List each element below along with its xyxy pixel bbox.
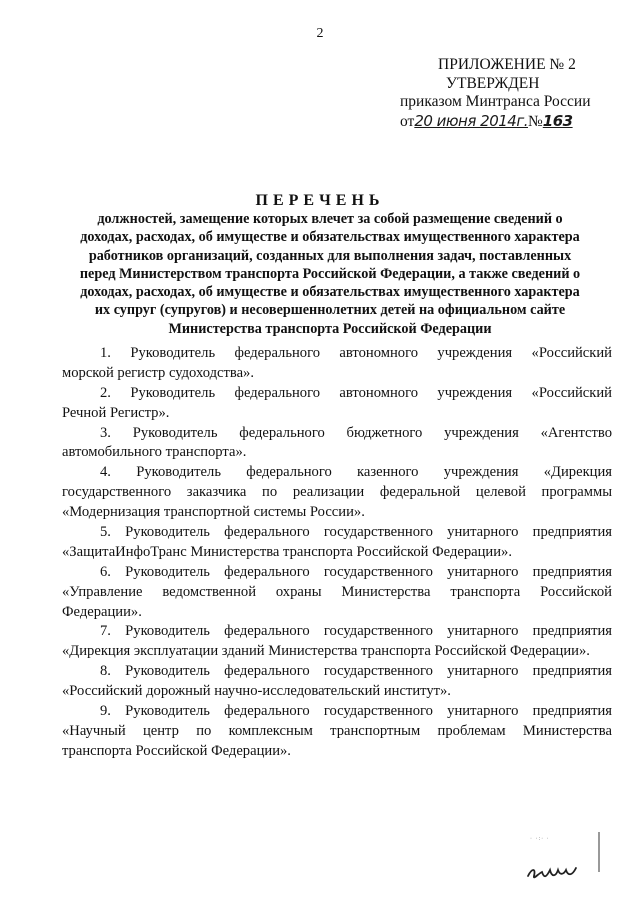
order-date-line [390, 112, 620, 132]
subtitle-line: доходах, расходах, об имуществе и обязательствах имущественного характера [80, 284, 580, 301]
subtitle-line: Министерства транспорта Российской Федерации [168, 320, 492, 337]
list-item-line: «Управление ведомственной охраны Министерства транспорта Российской [62, 583, 612, 600]
approval-block [390, 56, 620, 131]
approved-label: УТВЕРЖДЕН [446, 74, 540, 92]
list-item-line: Речной Регистр». [62, 404, 170, 421]
subtitle-line: их супруг (супругов) и несовершеннолетних детей на официальном сайте [94, 302, 566, 319]
list-item-line: 7. Руководитель федерального государственного унитарного предприятия [100, 623, 612, 640]
list-item-line: транспорта Российской Федерации». [62, 742, 291, 759]
appendix-label: ПРИЛОЖЕНИЕ № 2 [438, 56, 576, 73]
document-subtitle [60, 210, 600, 338]
list-item [62, 662, 612, 702]
list-item [62, 702, 612, 762]
handwritten-order-number: 163 [542, 111, 573, 130]
list-item [62, 463, 612, 523]
list-item-line: 8. Руководитель федерального государственного унитарного предприятия [100, 663, 612, 680]
subtitle-line: перед Министерством транспорта Российской Федерации, а также сведений о [79, 265, 581, 282]
from-prefix: от [400, 112, 415, 130]
page-number: 2 [316, 26, 324, 41]
subtitle-line: доходах, расходах, об имуществе и обязательствах имущественного характера [80, 229, 580, 246]
list-item [62, 523, 612, 563]
list-item-line: 9. Руководитель федерального государственного унитарного предприятия [100, 703, 612, 720]
list-item-line: морской регистр судоходства». [62, 364, 254, 381]
list-item-line: 1. Руководитель федерального автономного учреждения «Российский [100, 345, 612, 361]
list-item [62, 563, 612, 623]
order-label: приказом Минтранса России [400, 93, 591, 110]
subtitle-line: работников организаций, созданных для выполнения задач, поставленных [88, 247, 572, 264]
list-item-line: автомобильного транспорта». [62, 444, 247, 461]
number-sign: № [527, 112, 543, 130]
list-item-line: «Модернизация транспортной системы России». [62, 504, 365, 521]
signature-initials [524, 852, 580, 886]
list-item [62, 344, 612, 384]
document-title: ПЕРЕЧЕНЬ [255, 192, 385, 209]
list-item-line: «Научный центр по комплексным транспортным проблемам Министерства [62, 722, 612, 739]
list-item-line: «Дирекция эксплуатации зданий Министерства транспорта Российской Федерации». [62, 643, 590, 660]
margin-mark [598, 832, 600, 872]
list-item-line: 2. Руководитель федерального автономного учреждения «Российский [100, 384, 612, 401]
list-item-line: 5. Руководитель федерального государственного унитарного предприятия [100, 524, 612, 541]
list-item-line: 3. Руководитель федерального бюджетного учреждения «Агентство [100, 424, 612, 441]
handwritten-date: 20 июня 2014г. [414, 111, 528, 130]
positions-list [62, 344, 612, 762]
list-item [62, 622, 612, 662]
list-item-line: Федерации». [62, 603, 142, 620]
list-item-line: 6. Руководитель федерального государственного унитарного предприятия [100, 563, 612, 580]
list-item [62, 424, 612, 464]
list-item [62, 384, 612, 424]
stamp-marks: · ·:· · [530, 836, 550, 842]
list-item-line: «ЗащитаИнфоТранс Министерства транспорта Российской Федерации». [62, 543, 512, 560]
list-item-line: 4. Руководитель федерального казенного учреждения «Дирекция [100, 464, 612, 481]
list-item-line: «Российский дорожный научно-исследовательский институт». [62, 683, 451, 700]
list-item-line: государственного заказчика по реализации федеральной целевой программы [62, 484, 612, 501]
subtitle-line: должностей, замещение которых влечет за собой размещение сведений о [97, 211, 563, 227]
